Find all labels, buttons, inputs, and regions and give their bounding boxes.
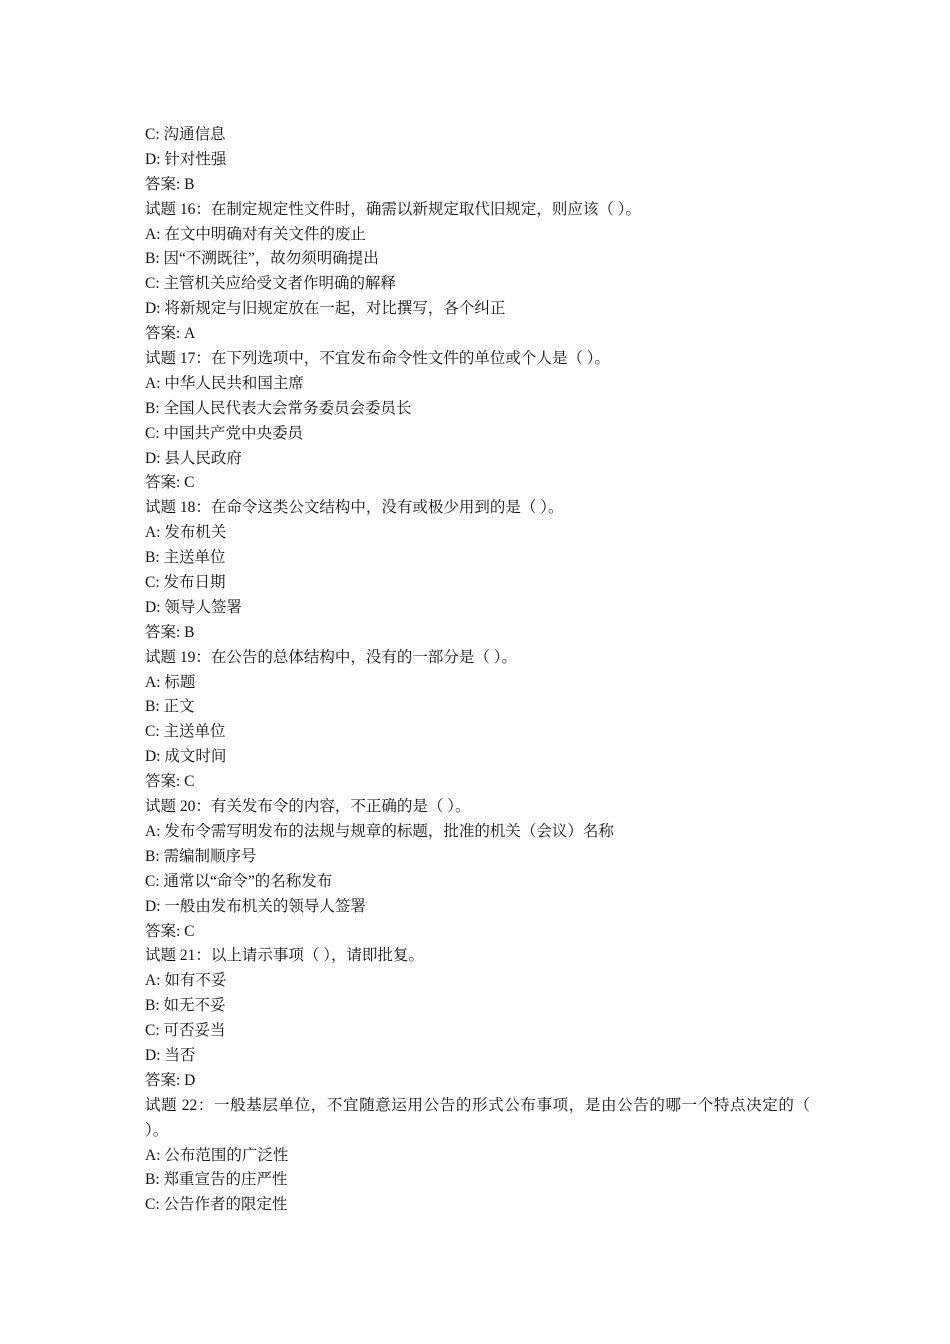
option-line: C: 通常以“命令”的名称发布 [145,872,333,890]
option-line: B: 如无不妥 [145,997,226,1015]
option-line: A: 中华人民共和国主席 [145,374,304,392]
question-22: 试题 22：一般基层单位，不宜随意运用公告的形式公布事项，是由公告的哪一个特点决定的（ ）。 [145,1096,810,1139]
answer-line: 答案: B [145,623,195,641]
option-line: A: 标题 [145,673,196,691]
option-line: B: 因“不溯既往”，故勿须明确提出 [145,250,379,268]
option-line: A: 发布机关 [145,524,227,542]
answer-line: 答案: B [145,175,195,193]
option-line: D: 当否 [145,1046,196,1064]
question-18: 试题 18：在命令这类公文结构中，没有或极少用到的是（ ）。 [145,499,564,517]
option-line: A: 如有不妥 [145,972,227,990]
answer-line: 答案: C [145,474,195,492]
document-page [145,123,810,1218]
option-line: A: 发布令需写明发布的法规与规章的标题，批准的机关（会议）名称 [145,822,614,840]
question-19: 试题 19：在公告的总体结构中，没有的一部分是（ ）。 [145,648,518,666]
option-line: C: 可否妥当 [145,1022,226,1040]
text-line: D: 针对性强 [145,150,227,168]
answer-line: 答案: C [145,922,195,940]
option-line: A: 公布范围的广泛性 [145,1146,289,1164]
option-line: B: 需编制顺序号 [145,847,257,865]
option-line: B: 主送单位 [145,549,226,567]
option-line: C: 发布日期 [145,574,226,592]
option-line: D: 将新规定与旧规定放在一起，对比撰写，各个纠正 [145,300,506,318]
option-line: A: 在文中明确对有关文件的废止 [145,225,366,243]
option-line: D: 成文时间 [145,748,227,766]
answer-line: 答案: D [145,1071,196,1089]
answer-line: 答案: A [145,325,196,343]
text-line: C: 沟通信息 [145,126,226,143]
option-line: C: 公告作者的限定性 [145,1196,288,1214]
question-17: 试题 17：在下列选项中，不宜发布命令性文件的单位或个人是（ ）。 [145,350,611,368]
option-line: D: 领导人签署 [145,598,242,616]
option-line: C: 主管机关应给受文者作明确的解释 [145,275,397,293]
option-line: B: 全国人民代表大会常务委员会委员长 [145,399,412,417]
option-line: B: 正文 [145,698,195,716]
option-line: B: 郑重宣告的庄严性 [145,1171,288,1189]
option-line: D: 一般由发布机关的领导人签署 [145,897,366,915]
option-line: C: 主送单位 [145,723,226,741]
question-16: 试题 16：在制定规定性文件时，确需以新规定取代旧规定，则应该（ ）。 [145,200,642,218]
question-20: 试题 20：有关发布令的内容，不正确的是（ ）。 [145,798,471,816]
option-line: C: 中国共产党中央委员 [145,424,304,442]
answer-line: 答案: C [145,773,195,791]
question-21: 试题 21：以上请示事项（ ），请即批复。 [145,947,425,965]
option-line: D: 县人民政府 [145,449,242,467]
